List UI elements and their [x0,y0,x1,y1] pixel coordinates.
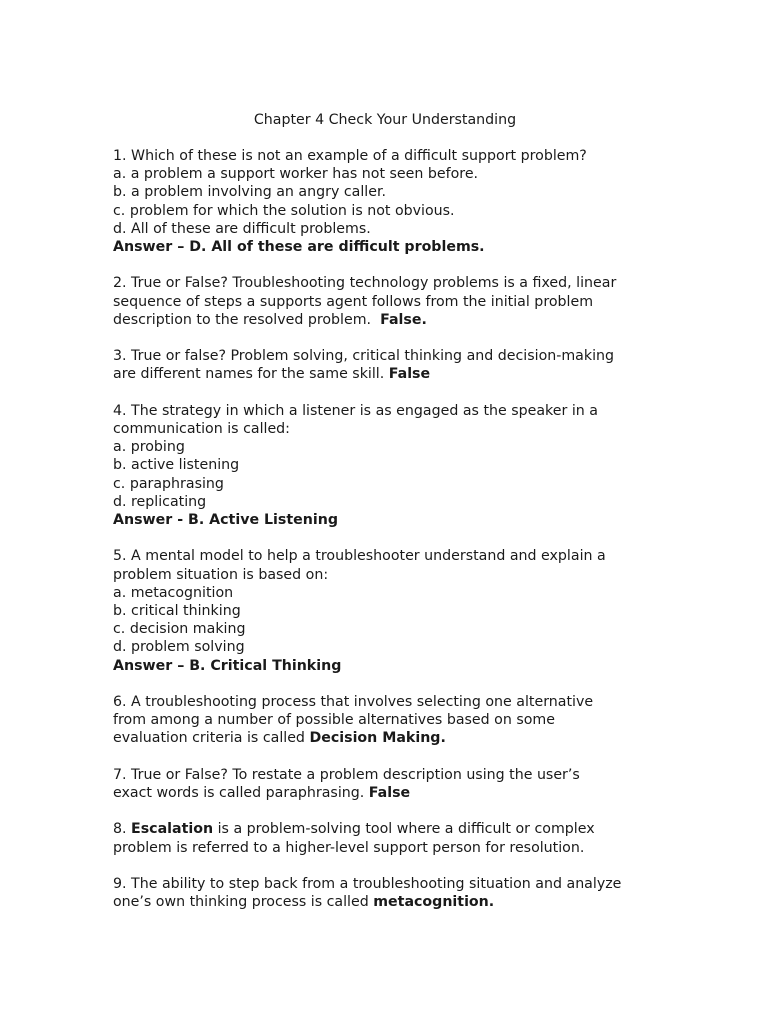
option-c: c. paraphrasing [113,475,224,492]
question-text: evaluation criteria is called [113,730,310,747]
answer: Escalation [131,821,214,838]
option-a: a. probing [113,439,185,456]
question-stem-line: communication is called: [113,421,290,437]
question-9 [113,875,673,911]
question-stem-line: 4. The strategy in which a listener is as engaged as the speaker in a [113,402,598,419]
answer: Answer – B. Critical Thinking [113,657,342,674]
answer: False. [380,311,427,328]
option-d: d. replicating [113,493,207,510]
question-stem-line: 2. True or False? Troubleshooting technology problems is a fixed, linear [113,275,617,292]
question-stem-line: 3. True or false? Problem solving, critical thinking and decision-making [113,348,615,365]
answer: Answer – D. All of these are difficult problems. [113,239,485,256]
option-b: b. critical thinking [113,603,241,620]
question-stem-line: 9. The ability to step back from a troubleshooting situation and analyze [113,876,622,892]
option-b: b. active listening [113,457,240,474]
question-8 [113,820,673,856]
question-stem-line [113,893,673,911]
answer: False [388,366,431,383]
question-text: are different names for the same skill. [113,366,389,383]
question-stem: 1. Which of these is not an example of a difficult support problem? [113,148,587,164]
question-text: description to the resolved problem. [113,311,381,328]
document-title: Chapter 4 Check Your Understanding [253,112,517,128]
question-stem-line [113,729,673,747]
question-stem-line: problem is referred to a higher-level support person for resolution. [113,839,585,856]
question-stem-line [113,820,673,838]
option-d: d. All of these are difficult problems. [113,220,371,237]
question-3 [113,347,673,383]
question-text: is a problem-solving tool where a difficult or complex [213,821,595,838]
question-stem-line [113,784,673,802]
question-number: 8. [113,821,132,838]
question-5 [113,547,673,674]
answer: Answer - B. Active Listening [113,512,338,529]
question-7 [113,766,673,802]
question-stem-line: from among a number of possible alternatives based on some [113,712,555,729]
question-text: exact words is called paraphrasing. [113,785,369,802]
question-1 [113,147,673,256]
question-2 [113,274,673,329]
question-list [113,147,673,930]
option-b: b. a problem involving an angry caller. [113,184,387,201]
option-a: a. a problem a support worker has not seen before. [113,166,479,183]
question-stem-line: 5. A mental model to help a troubleshooter understand and explain a [113,548,606,565]
option-c: c. decision making [113,621,246,638]
answer: metacognition. [373,894,495,911]
question-4 [113,402,673,529]
question-stem-line: problem situation is based on: [113,566,329,583]
question-stem-line [113,311,673,329]
question-text: one’s own thinking process is called [113,894,374,911]
option-c: c. problem for which the solution is not obvious. [113,202,455,219]
answer: Decision Making. [309,730,446,747]
question-stem-line: 6. A troubleshooting process that involves selecting one alternative [113,694,594,711]
option-a: a. metacognition [113,584,234,601]
answer: False [368,785,411,802]
question-stem-line [113,365,673,383]
question-stem-line: 7. True or False? To restate a problem description using the user’s [113,766,580,783]
question-stem-line: sequence of steps a supports agent follows from the initial problem [113,293,594,310]
question-6 [113,693,673,748]
option-d: d. problem solving [113,639,245,656]
